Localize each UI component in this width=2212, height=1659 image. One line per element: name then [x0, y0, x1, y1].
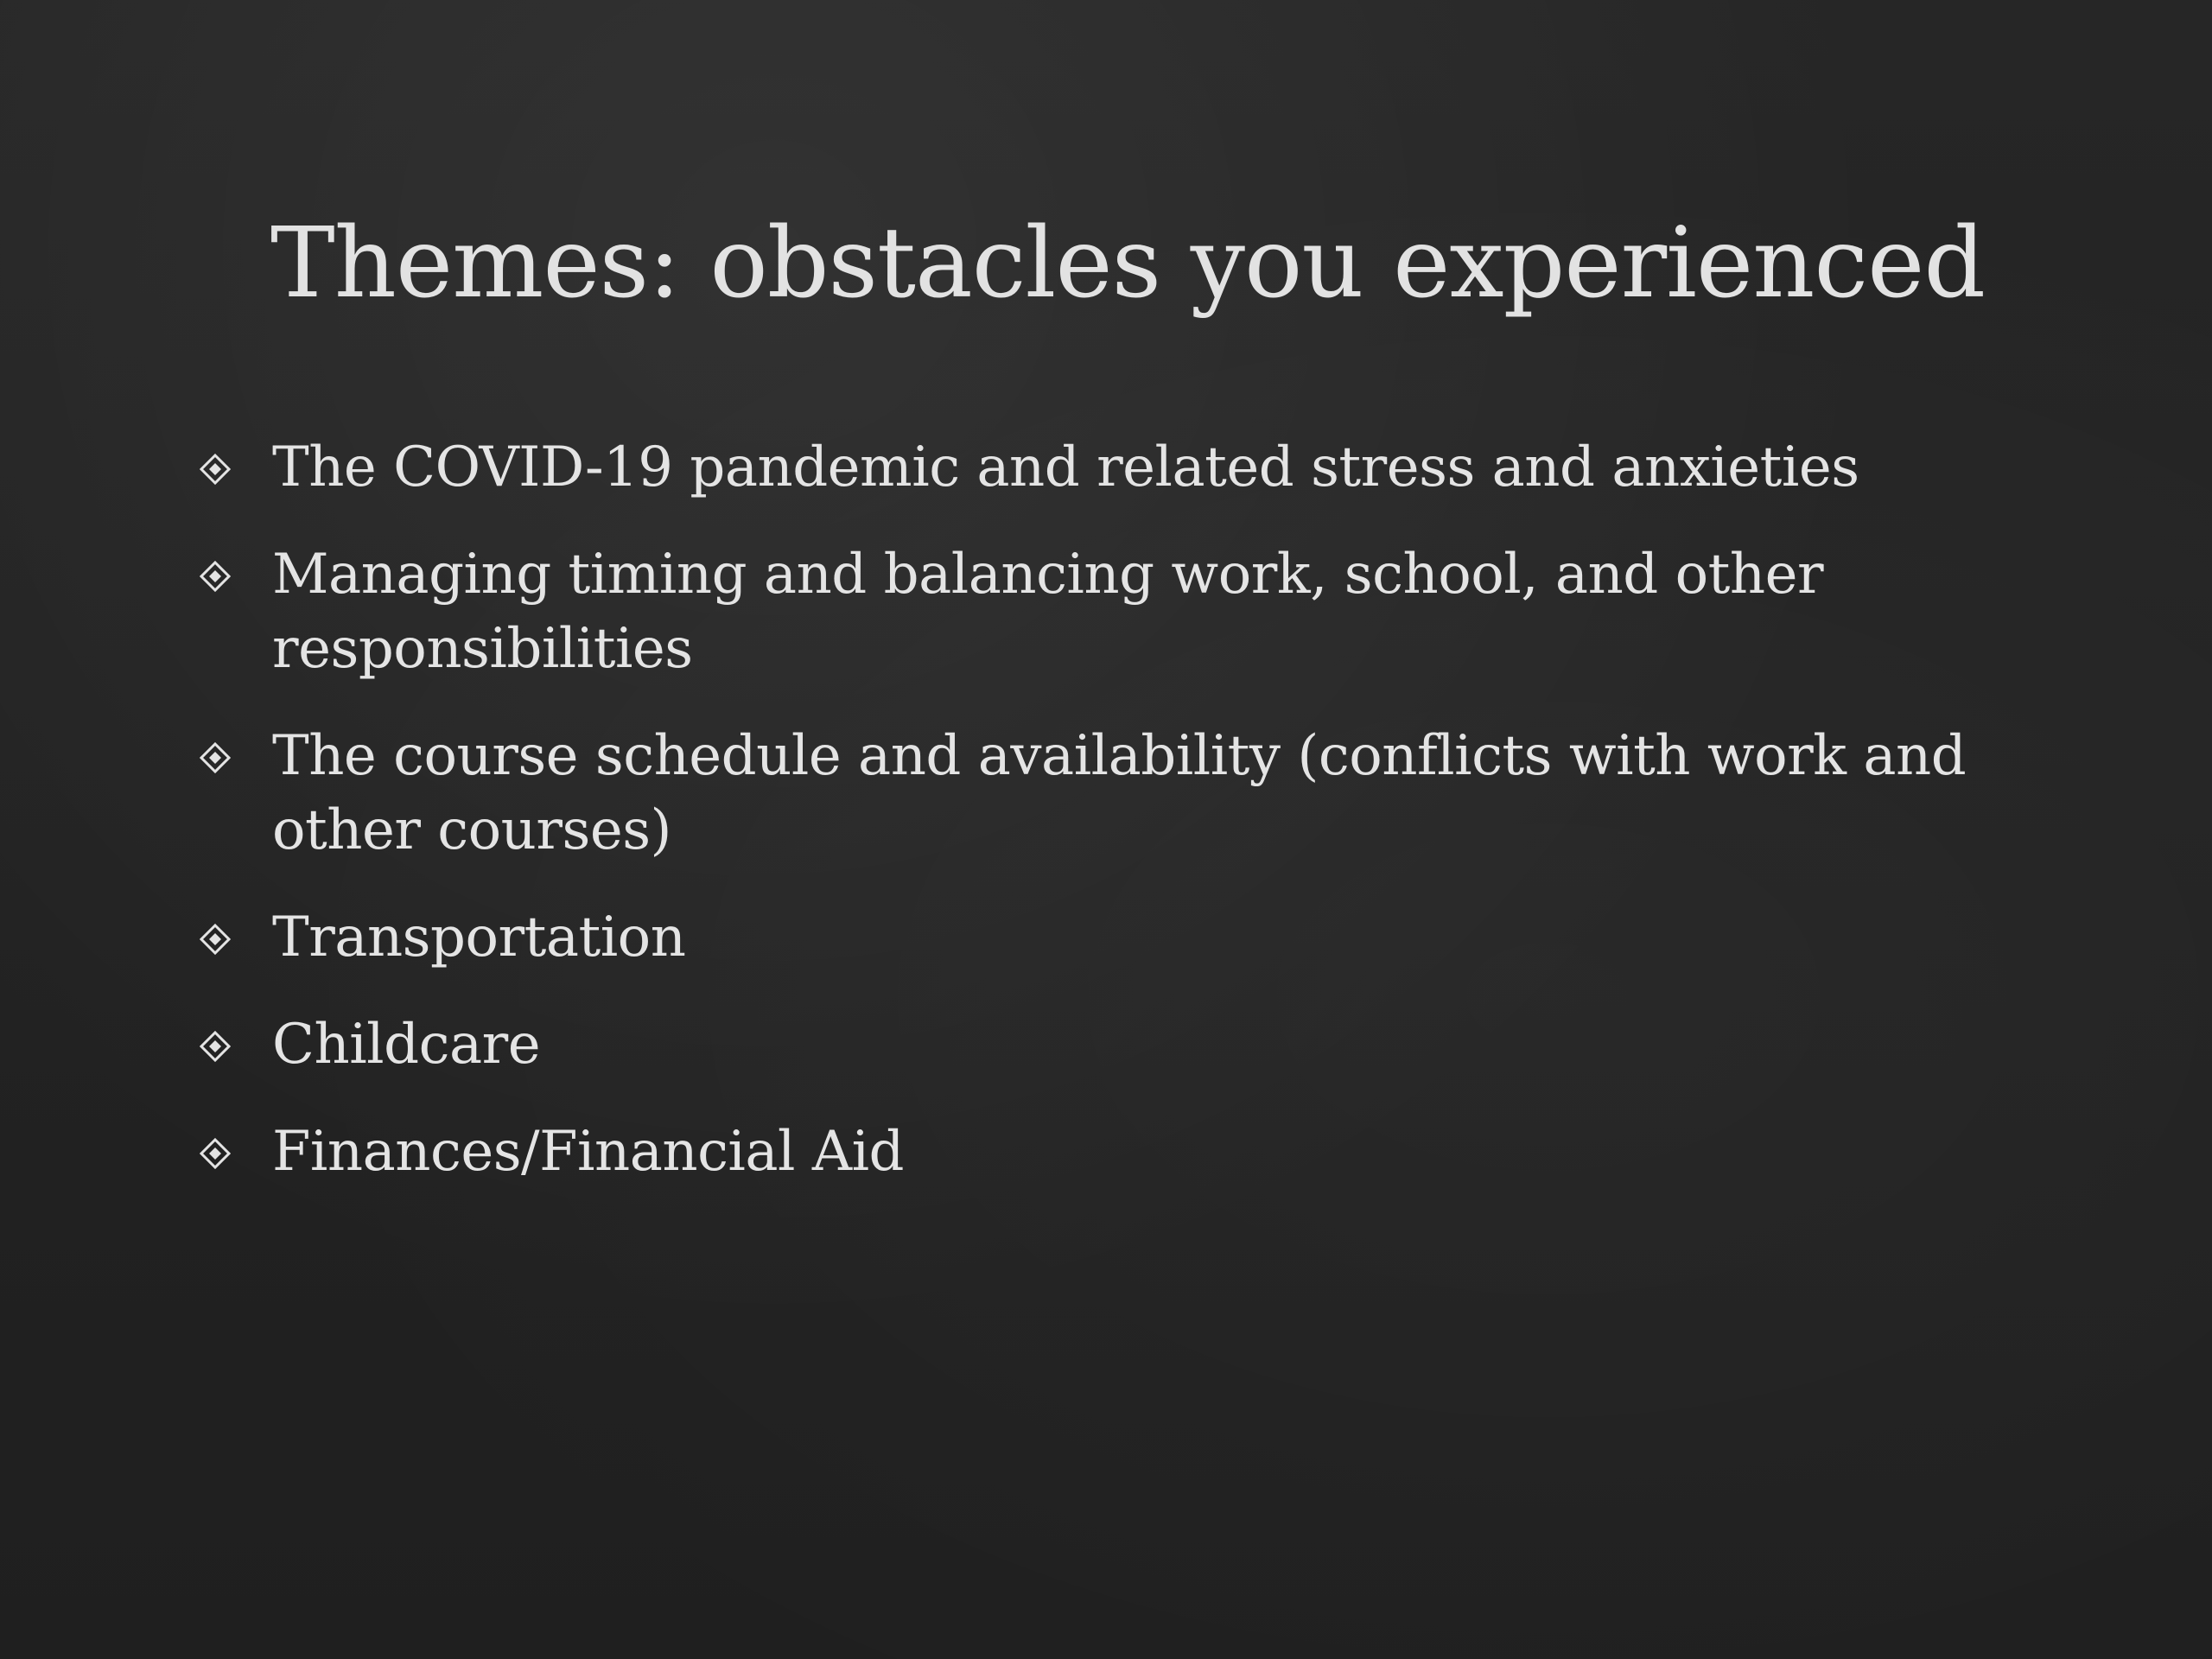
diamond-bullet-icon [194, 900, 272, 975]
diamond-bullet-icon [194, 1007, 272, 1082]
bullet-item [194, 537, 2044, 686]
diamond-bullet-icon [194, 1115, 272, 1189]
bullet-list [194, 430, 2044, 1222]
bullet-text: Managing timing and balancing work, school, and other responsibilities [272, 543, 1824, 681]
bullet-text: Transportation [272, 906, 686, 969]
slide-title: Themes: obstacles you experienced [270, 207, 1986, 320]
diamond-bullet-icon [194, 719, 272, 793]
bullet-text: Finances/Financial Aid [272, 1120, 904, 1184]
diamond-bullet-icon [194, 537, 272, 612]
bullet-item [194, 1007, 2044, 1082]
bullet-item [194, 900, 2044, 975]
bullet-item [194, 1115, 2044, 1189]
bullet-text: The COVID-19 pandemic and related stress and anxieties [272, 435, 1859, 499]
diamond-bullet-icon [194, 430, 272, 505]
bullet-text: Childcare [272, 1013, 541, 1077]
bullet-item [194, 719, 2044, 868]
bullet-item [194, 430, 2044, 505]
bullet-text: The course schedule and availability (conflicts with work and other courses) [272, 724, 1967, 862]
